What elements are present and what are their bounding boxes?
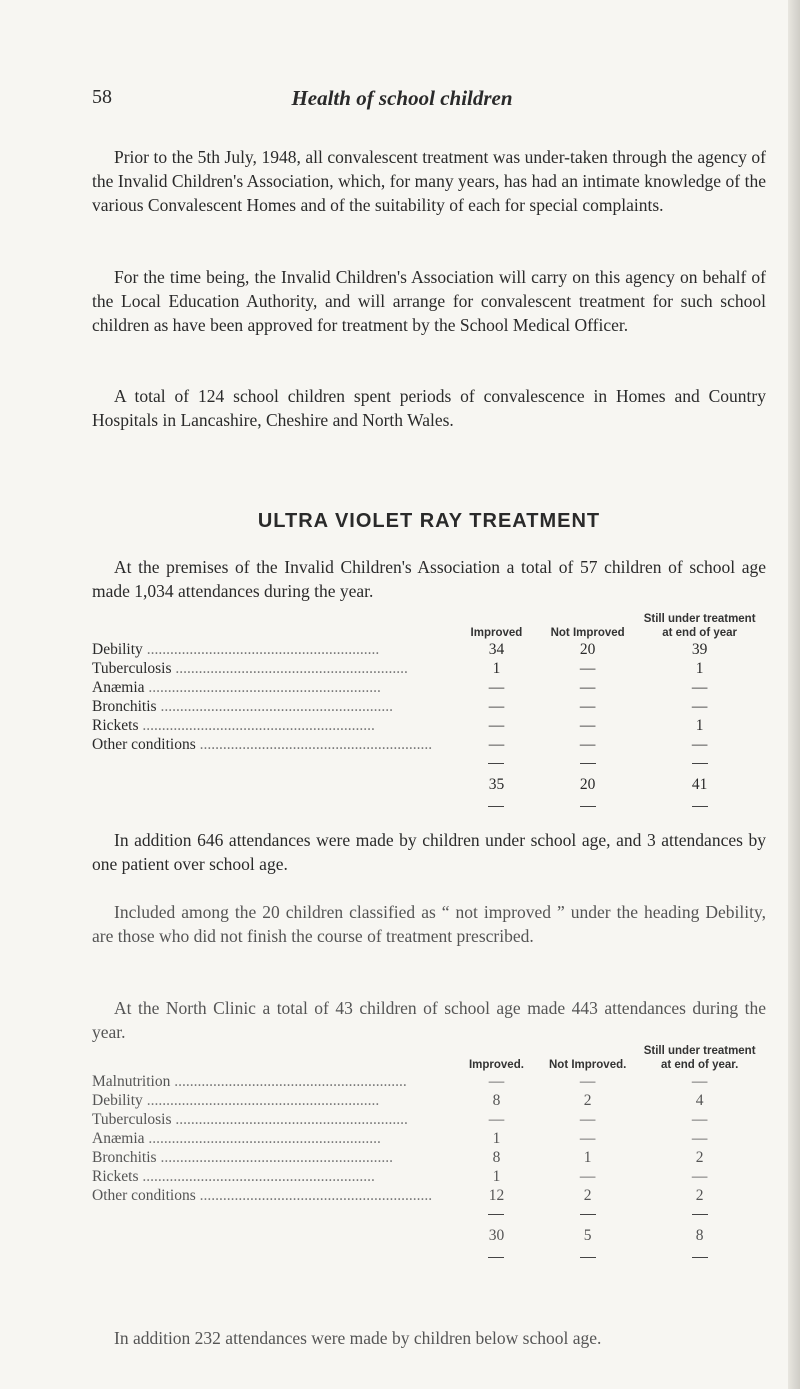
row-label bbox=[92, 1167, 445, 1186]
cell-not-improved: — bbox=[579, 1129, 596, 1147]
total-improved: 35 bbox=[488, 776, 505, 793]
total-not-improved: 20 bbox=[579, 776, 596, 793]
cell-still-under-treatment: — bbox=[691, 1072, 708, 1090]
cell-improved: 12 bbox=[488, 1186, 505, 1204]
table-row bbox=[92, 1110, 766, 1129]
row-label bbox=[92, 1129, 445, 1148]
condition-name: Bronchitis bbox=[92, 1148, 157, 1166]
cell-still-under-treatment: — bbox=[691, 678, 708, 696]
condition-name: Tuberculosis bbox=[92, 659, 172, 677]
row-label bbox=[92, 716, 445, 735]
rule-line bbox=[580, 806, 596, 807]
table-row bbox=[92, 716, 766, 735]
condition-name: Other conditions bbox=[92, 1186, 196, 1204]
cell-improved: 8 bbox=[492, 1148, 501, 1166]
cell-not-improved: 20 bbox=[579, 640, 596, 658]
row-label bbox=[92, 659, 445, 678]
cell-still-under-treatment: — bbox=[691, 1129, 708, 1147]
dot-leader: ............................................................ bbox=[142, 1091, 380, 1109]
cell-still-under-treatment: 39 bbox=[691, 640, 708, 658]
row-label bbox=[92, 697, 445, 716]
row-label bbox=[92, 678, 445, 697]
totals-row bbox=[92, 1224, 766, 1248]
cell-improved: 1 bbox=[492, 659, 501, 677]
column-header-still-under-treatment: Still under treatment at end of year. bbox=[643, 1045, 756, 1071]
cell-still-under-treatment: — bbox=[691, 697, 708, 715]
cell-improved: 34 bbox=[488, 640, 505, 658]
cell-not-improved: — bbox=[579, 1072, 596, 1090]
rule-line bbox=[692, 763, 708, 764]
condition-name: Rickets bbox=[92, 716, 139, 734]
total-still-under-treatment: 8 bbox=[695, 1227, 704, 1244]
row-label bbox=[92, 640, 445, 659]
dot-leader: ............................................................ bbox=[144, 1129, 381, 1147]
cell-not-improved: — bbox=[579, 1110, 596, 1128]
row-label bbox=[92, 1091, 445, 1110]
table-row bbox=[92, 640, 766, 659]
cell-not-improved: 2 bbox=[583, 1186, 592, 1204]
cell-still-under-treatment: 1 bbox=[695, 716, 704, 734]
row-label bbox=[92, 735, 445, 754]
cell-improved: 1 bbox=[492, 1167, 501, 1185]
cell-not-improved: — bbox=[579, 1167, 596, 1185]
condition-name: Rickets bbox=[92, 1167, 139, 1185]
cell-not-improved: — bbox=[579, 678, 596, 696]
dot-leader: ............................................................ bbox=[195, 735, 433, 753]
row-label bbox=[92, 1072, 445, 1091]
paragraph-below-school-age: In addition 232 attendances were made by children below school age. bbox=[114, 1328, 602, 1348]
condition-name: Malnutrition bbox=[92, 1072, 171, 1090]
dot-leader: ............................................................ bbox=[195, 1186, 433, 1204]
table-row bbox=[92, 1129, 766, 1148]
table-row bbox=[92, 1167, 766, 1186]
column-header-not-improved: Not Improved. bbox=[549, 1059, 627, 1071]
rule-line bbox=[580, 763, 596, 764]
condition-name: Anæmia bbox=[92, 678, 145, 696]
dot-leader: ............................................................ bbox=[142, 640, 380, 658]
condition-name: Debility bbox=[92, 640, 143, 658]
dot-leader: ............................................................ bbox=[170, 1072, 407, 1090]
row-label bbox=[92, 1148, 445, 1167]
page-header bbox=[92, 86, 712, 116]
dot-leader: ............................................................ bbox=[171, 1110, 408, 1128]
uv-treatment-table bbox=[92, 612, 766, 816]
condition-name: Bronchitis bbox=[92, 697, 157, 715]
condition-name: Anæmia bbox=[92, 1129, 145, 1147]
total-rule bbox=[92, 797, 766, 816]
totals-row bbox=[92, 773, 766, 797]
column-header-improved: Improved. bbox=[468, 1059, 524, 1071]
table-row bbox=[92, 659, 766, 678]
cell-still-under-treatment: — bbox=[691, 1167, 708, 1185]
cell-still-under-treatment: 2 bbox=[695, 1186, 704, 1204]
total-still-under-treatment: 41 bbox=[691, 776, 708, 793]
table-row bbox=[92, 1091, 766, 1110]
column-header-improved: Improved bbox=[470, 627, 523, 639]
cell-not-improved: — bbox=[579, 659, 596, 677]
paragraph-convalescent-total: A total of 124 school children spent periods of convalescence in Homes and Country Hospitals in Lancashire, Cheshire and North Wales. bbox=[92, 386, 766, 430]
rule-line bbox=[488, 806, 504, 807]
column-header-not-improved: Not Improved bbox=[550, 627, 625, 639]
rule-line bbox=[692, 1214, 708, 1215]
cell-improved: — bbox=[488, 678, 505, 696]
cell-improved: — bbox=[488, 697, 505, 715]
dot-leader: ............................................................ bbox=[171, 659, 408, 677]
row-label bbox=[92, 1110, 445, 1129]
rule-line bbox=[488, 1257, 504, 1258]
paragraph-north-clinic: At the North Clinic a total of 43 children of school age made 443 attendances during the year. bbox=[92, 998, 766, 1042]
page-edge bbox=[788, 0, 800, 1389]
dot-leader: ............................................................ bbox=[144, 678, 381, 696]
paragraph-convalescent-history: Prior to the 5th July, 1948, all convalescent treatment was under-taken through the agency of the Invalid Children's Association, which, for many years, has had an intimate knowledge of the various Convalescent Homes and of the suitability of each for special complaints. bbox=[92, 147, 766, 215]
cell-still-under-treatment: 1 bbox=[695, 659, 704, 677]
table-row bbox=[92, 1186, 766, 1205]
rule-line bbox=[488, 763, 504, 764]
cell-not-improved: — bbox=[579, 735, 596, 753]
table-row bbox=[92, 697, 766, 716]
rule-line bbox=[580, 1214, 596, 1215]
table-row bbox=[92, 678, 766, 697]
row-label bbox=[92, 1186, 445, 1205]
paragraph-convalescent-agency: For the time being, the Invalid Children's Association will carry on this agency on behalf of the Local Education Authority, and will arrange for convalescent treatment for such school children as have been approved for treatment by the School Medical Officer. bbox=[92, 267, 766, 335]
cell-still-under-treatment: 4 bbox=[695, 1091, 704, 1109]
cell-still-under-treatment: 2 bbox=[695, 1148, 704, 1166]
rule-line bbox=[488, 1214, 504, 1215]
dot-leader: ............................................................ bbox=[156, 1148, 393, 1166]
paragraph-under-school-age: In addition 646 attendances were made by children under school age, and 3 attendances by one patient over school age. bbox=[92, 830, 766, 874]
table-row bbox=[92, 1148, 766, 1167]
total-not-improved: 5 bbox=[583, 1227, 592, 1244]
dot-leader: ............................................................ bbox=[156, 697, 393, 715]
condition-name: Debility bbox=[92, 1091, 143, 1109]
running-title: Health of school children bbox=[291, 86, 513, 110]
cell-improved: 1 bbox=[492, 1129, 501, 1147]
dot-leader: ............................................................ bbox=[138, 1167, 375, 1185]
cell-improved: — bbox=[488, 1110, 505, 1128]
rule-line bbox=[692, 806, 708, 807]
total-rule bbox=[92, 754, 766, 773]
column-header-still-under-treatment: Still under treatment at end of year bbox=[643, 613, 756, 639]
paragraph-not-improved-note: Included among the 20 children classified as “ not improved ” under the heading Debility, are those who did not finish the course of treatment prescribed. bbox=[92, 902, 766, 946]
page-number: 58 bbox=[92, 86, 112, 108]
total-rule bbox=[92, 1205, 766, 1224]
cell-not-improved: — bbox=[579, 716, 596, 734]
north-clinic-table bbox=[92, 1044, 766, 1267]
total-improved: 30 bbox=[488, 1227, 505, 1244]
cell-still-under-treatment: — bbox=[691, 735, 708, 753]
table-row bbox=[92, 735, 766, 754]
cell-not-improved: 2 bbox=[583, 1091, 592, 1109]
total-rule bbox=[92, 1248, 766, 1267]
cell-improved: — bbox=[488, 1072, 505, 1090]
cell-improved: 8 bbox=[492, 1091, 501, 1109]
rule-line bbox=[692, 1257, 708, 1258]
table-row bbox=[92, 1072, 766, 1091]
condition-name: Other conditions bbox=[92, 735, 196, 753]
paragraph-uv-attendances: At the premises of the Invalid Children's Association a total of 57 children of school age made 1,034 attendances during the year. bbox=[92, 557, 766, 601]
cell-improved: — bbox=[488, 735, 505, 753]
rule-line bbox=[580, 1257, 596, 1258]
cell-not-improved: 1 bbox=[583, 1148, 592, 1166]
section-title: ULTRA VIOLET RAY TREATMENT bbox=[257, 510, 601, 532]
dot-leader: ............................................................ bbox=[138, 716, 375, 734]
cell-improved: — bbox=[488, 716, 505, 734]
condition-name: Tuberculosis bbox=[92, 1110, 172, 1128]
cell-not-improved: — bbox=[579, 697, 596, 715]
cell-still-under-treatment: — bbox=[691, 1110, 708, 1128]
